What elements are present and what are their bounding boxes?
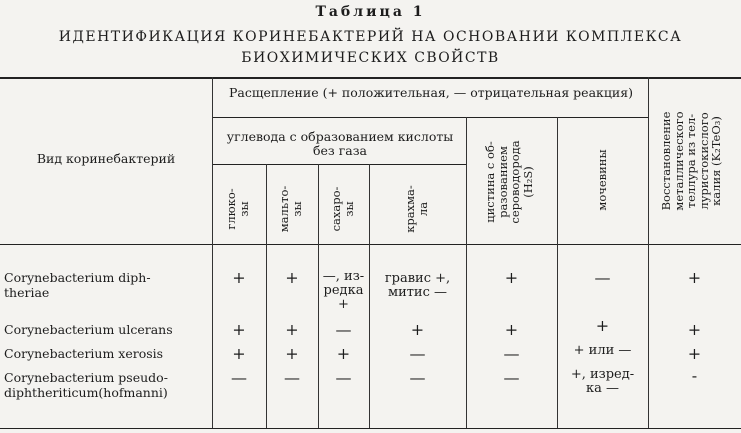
cell-diphtheriae-starch: гравис +, митис — [384,271,451,300]
species-xerosis: Corynebacterium xerosis [4,346,164,361]
cell-xerosis-urea: + или — [573,343,632,358]
header-starch: крахма- ла [403,185,430,233]
carbs-rule [212,164,466,165]
splitting-rule [212,117,648,118]
cell-diphtheriae-maltose: + [285,268,299,287]
species-pseudodiphtheriticum: Corynebacterium pseudo- diphtheriticum(hofmanni) [4,370,168,400]
cell-xerosis-maltose: + [285,344,299,363]
header-maltose: мальто- зы [277,185,304,233]
cell-ulcerans-maltose: + [285,320,299,339]
top-rule [0,77,741,79]
cell-ulcerans-cystine: + [504,320,519,339]
header-species: Вид коринебактерий [36,151,176,166]
cell-ulcerans-sucrose: — [335,320,352,339]
header-bottom-rule [0,244,741,245]
table-caption: Таблица 1 [315,4,426,20]
cell-diphtheriae-glucose: + [232,268,246,287]
cell-pseudo-urea: +, изред- ка — [570,367,635,396]
header-glucose: глюко- зы [224,188,251,230]
cell-pseudo-sucrose: — [335,368,352,387]
bottom-rule [0,428,741,429]
cell-xerosis-starch: — [409,344,426,363]
cell-pseudo-glucose: — [231,368,247,387]
cell-xerosis-tellurite: + [687,344,702,363]
cell-xerosis-cystine: — [503,344,520,363]
cell-diphtheriae-tellurite: + [687,268,702,287]
header-urea: мочевины [595,149,609,211]
header-sucrose: сахаро- зы [329,186,356,232]
species-diphtheriae: Corynebacterium diph- theriae [4,270,151,300]
cell-ulcerans-starch: + [410,320,425,339]
header-cystine: цистина с об- разованием сероводорода (H₂S) [483,140,535,224]
cell-pseudo-cystine: — [503,368,520,387]
header-splitting: Расщепление (+ положительная, — отрицательная реакция) [229,85,633,100]
cell-xerosis-glucose: + [232,344,246,363]
cell-pseudo-tellurite: - [691,366,698,385]
table-title-line2: БИОХИМИЧЕСКИХ СВОЙСТВ [241,50,500,66]
cell-ulcerans-glucose: + [232,320,246,339]
cell-xerosis-sucrose: + [336,344,351,363]
cell-pseudo-starch: — [409,368,426,387]
cell-diphtheriae-cystine: + [504,268,519,287]
species-ulcerans: Corynebacterium ulcerans [4,322,173,337]
header-carbs: углевода с образованием кислоты без газа [226,129,454,158]
table-title-line1: ИДЕНТИФИКАЦИЯ КОРИНЕБАКТЕРИЙ НА ОСНОВАНИИ КОМПЛЕКСА [58,29,683,45]
cell-ulcerans-tellurite: + [687,320,702,339]
cell-pseudo-maltose: — [284,368,300,387]
glucose-col-rule [266,164,267,428]
cell-ulcerans-urea: + [595,316,610,335]
cell-diphtheriae-sucrose: —, из- редка + [322,269,365,312]
cell-diphtheriae-urea: — [594,268,611,287]
header-tellurite: Восстановление металлического теллура из тел- луристокислого калия (K₂TeO₃) [659,111,723,211]
